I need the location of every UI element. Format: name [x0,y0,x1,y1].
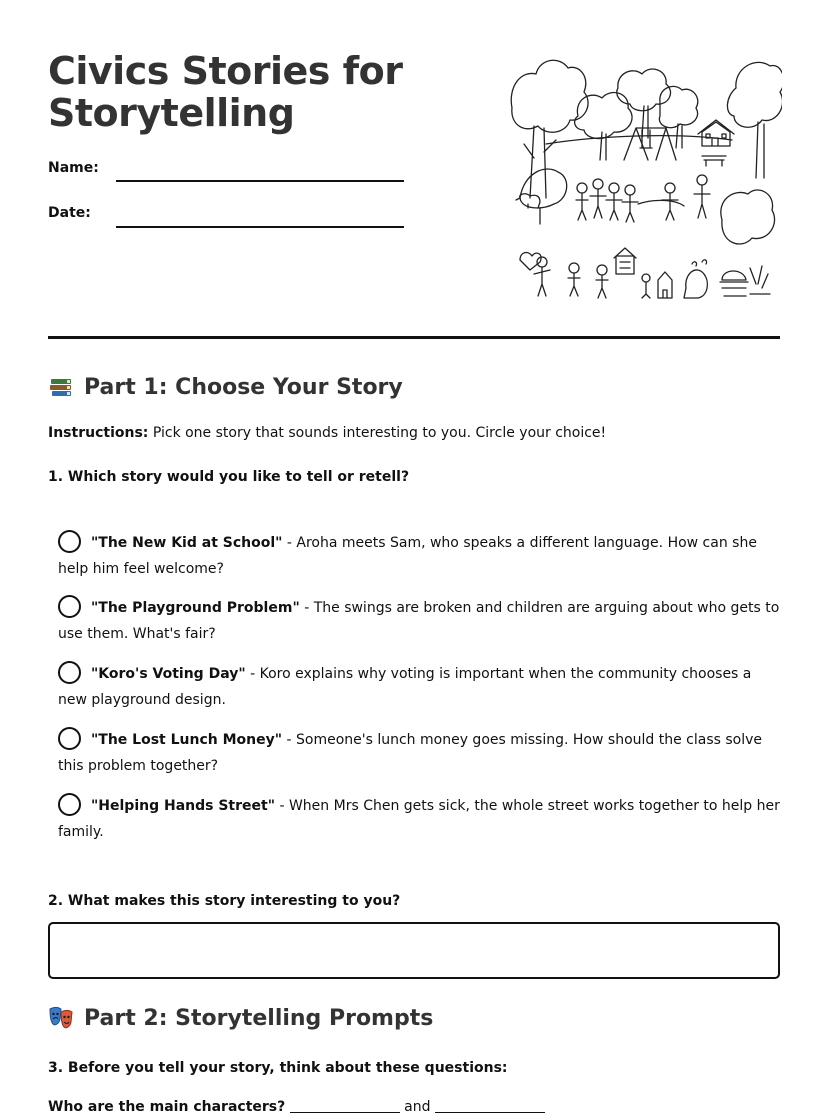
story-option[interactable] [58,661,780,713]
part2-title: Part 2: Storytelling Prompts [84,1005,434,1031]
instructions-text: Pick one story that sounds interesting to you. Circle your choice! [148,425,607,441]
choice-circle[interactable] [58,793,81,816]
children-circle-drawing [576,175,710,222]
characters-label: Who are the main characters? [48,1099,286,1115]
characters-prompt [48,1099,545,1115]
bush-drawing [684,270,707,298]
instructions-label: Instructions: [48,425,149,441]
part1-heading [48,374,403,400]
story-option[interactable] [58,727,780,779]
house-drawing [698,120,734,166]
story-description: - The swings are broken and children are arguing about who gets to use them. What's fair? [58,600,780,642]
part1-title: Part 1: Choose Your Story [84,374,403,400]
tree-drawing [575,69,698,160]
character-blank-1[interactable] [290,1099,400,1113]
story-title: "The Playground Problem" [91,600,300,616]
story-option[interactable] [58,595,780,647]
header-divider [48,336,780,339]
music-notes-drawing [692,260,707,266]
people-drawing [520,248,650,298]
name-label: Name: [48,160,99,176]
choice-circle[interactable] [58,727,81,750]
story-description: - Koro explains why voting is important when the community chooses a new playground design. [58,666,752,708]
and-text: and [404,1099,431,1115]
bbq-drawing [720,271,748,296]
part2-heading [48,1005,433,1031]
swing-set-drawing [624,128,676,160]
question-2: 2. What makes this story interesting to you? [48,893,401,909]
tree-drawing [721,62,782,244]
instructions [48,425,606,441]
story-description: - When Mrs Chen gets sick, the whole street works together to help her family. [58,798,780,840]
choice-circle[interactable] [58,530,81,553]
answer-box[interactable] [48,922,780,979]
dog-drawing [516,194,540,208]
story-option[interactable] [58,530,780,582]
story-option[interactable] [58,793,780,845]
books-icon [48,374,74,400]
story-title: "Helping Hands Street" [91,798,276,814]
choice-circle[interactable] [58,595,81,618]
flowers-drawing [750,266,770,294]
question-3: 3. Before you tell your story, think about these questions: [48,1060,508,1076]
character-blank-2[interactable] [435,1099,545,1113]
story-title: "The Lost Lunch Money" [91,732,283,748]
date-line[interactable] [116,226,404,228]
choice-circle[interactable] [58,661,81,684]
date-label: Date: [48,205,91,221]
story-description: - Someone's lunch money goes missing. How should the class solve this problem together? [58,732,763,774]
story-title: "The New Kid at School" [91,535,283,551]
story-description: - Aroha meets Sam, who speaks a different language. How can she help him feel welcome? [58,535,757,577]
theater-masks-icon [48,1005,74,1031]
question-1: 1. Which story would you like to tell or retell? [48,469,410,485]
community-illustration [506,48,782,306]
shed-drawing [658,272,672,298]
name-line[interactable] [116,180,404,182]
page-title: Civics Stories for Storytelling [48,49,403,135]
story-title: "Koro's Voting Day" [91,666,246,682]
